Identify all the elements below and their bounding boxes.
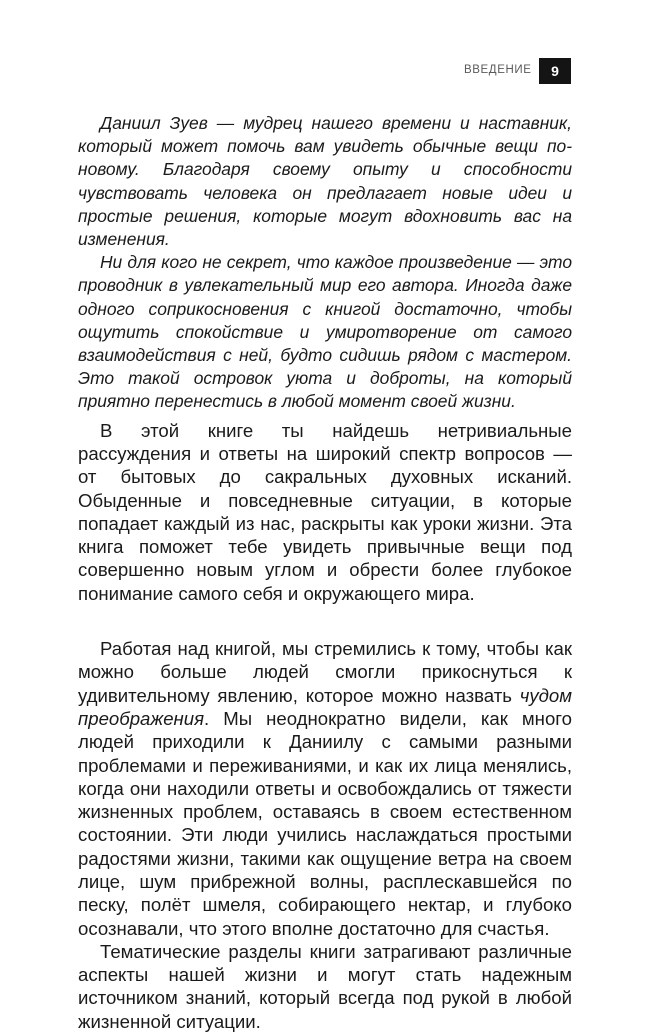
page-number-badge xyxy=(539,58,571,84)
paragraph-5: Тематические разделы книги затрагивают различные аспекты нашей жизни и могут стать надежным источником знаний, который всегда под рукой в любой жизненной ситуации. xyxy=(78,940,572,1032)
paragraph-4-end: . Мы неоднократно видели, как много людей приходили к Даниилу с самыми разными проблемами и переживаниями, и как их лица менялись, когда они находили ответы и освобождались от тяжести жизненных проблем, оставаясь в своем естественном состоянии. Эти люди учились наслаждаться простыми радостями жизни, такими как ощущение ветра на своем лице, шум прибрежной волны, расплескавшейся по песку, полёт шмеля, собирающего нектар, и глубоко осознавали, что этого вполне достаточно для счастья. xyxy=(78,707,572,939)
intro-paragraph-1: Даниил Зуев — мудрец нашего времени и наставник, который может помочь вам увидеть обычные вещи по-новому. Благодаря своему опыту и способности чувствовать человека он предлагает новые идеи и простые решения, которые могут вдохновить вас на изменения. xyxy=(78,113,572,250)
paragraph-4-emphasis: чудом преображения xyxy=(78,684,572,729)
italic-intro xyxy=(78,112,572,414)
paragraph-4-start: Работая над книгой, мы стремились к тому, чтобы как можно больше людей смогли прикоснуться к удивительному явлению, которое можно назвать xyxy=(78,638,572,706)
page-body xyxy=(78,112,572,1033)
section-title: ВВЕДЕНИЕ xyxy=(464,64,532,76)
intro-paragraph-2: Ни для кого не секрет, что каждое произведение — это проводник в увлекательный мир его автора. Иногда даже одного соприкосновения с книгой достаточно, чтобы ощутить спокойствие и умиротворение от самого взаимодействия с ней, будто сидишь рядом с мастером. Это такой островок уюта и доброты, на который приятно перенестись в любой момент своей жизни. xyxy=(78,252,572,412)
paragraph-3: В этой книге ты найдешь нетривиальные рассуждения и ответы на широкий спектр вопросов — от бытовых до сакральных духовных исканий. Обыденные и повседневные ситуации, в которые попадает каждый из нас, раскрыты как уроки жизни. Эта книга поможет тебе увидеть привычные вещи под совершенно новым углом и обрести более глубокое понимание самого себя и окружающего мира. xyxy=(78,419,572,604)
page-number: 9 xyxy=(551,63,559,79)
main-text xyxy=(78,419,572,1033)
paragraph-4 xyxy=(78,637,572,940)
running-header xyxy=(0,58,651,84)
